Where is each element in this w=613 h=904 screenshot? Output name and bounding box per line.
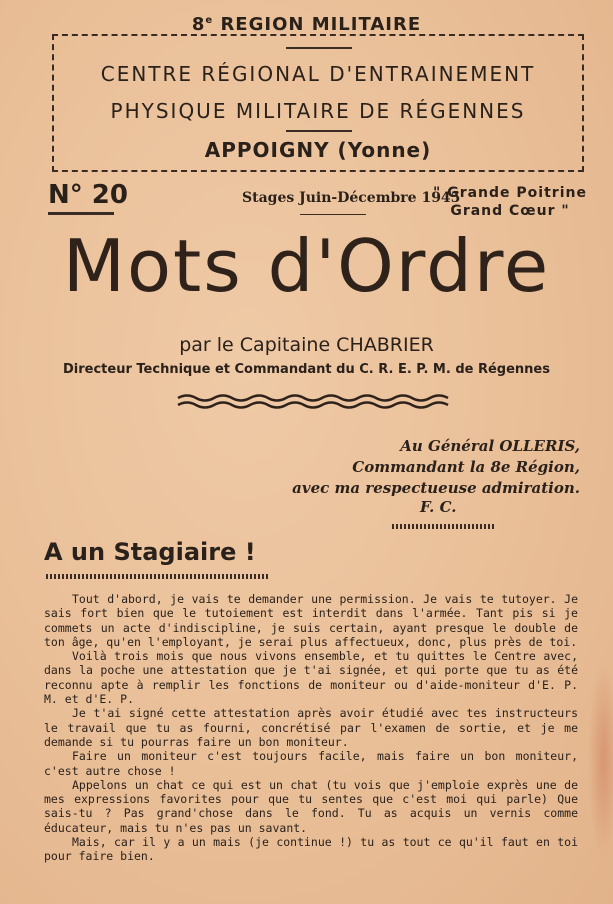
section-dotted-rule <box>46 574 268 579</box>
location: APPOIGNY (Yonne) <box>204 138 432 162</box>
body-text <box>44 592 578 864</box>
paragraph: Faire un moniteur c'est toujours facile, mais faire un bon moniteur, c'est autre chose ! <box>44 749 578 778</box>
paragraph: Je t'ai signé cette attestation après avoir étudié avec tes instructeurs le travail que tu as fourni, concrétisé par l'examen de sortie, et je me demande si tu pourras faire un bon moniteur. <box>44 706 578 749</box>
section-title: A un Stagiaire ! <box>44 538 256 566</box>
issue-number-underline <box>48 212 114 215</box>
dedication-line-1: Au Général OLLERIS, <box>400 437 580 455</box>
motto-line-1: " Grande Poitrine <box>433 185 587 201</box>
paragraph: Tout d'abord, je vais te demander une permission. Je vais te tutoyer. Je sais fort bien que le tutoiement est interdit dans l'armée. Tant pis si je commets un acte d'indiscipline, je suis certain, ayant presque le double de ton âge, qu'en l'employant, je serai plus affectueux, donc, plus près de toi. <box>44 592 578 649</box>
frame-top-rule <box>286 47 352 49</box>
region-heading: 8e REGION MILITAIRE <box>191 14 422 35</box>
issue-number: N° 20 <box>48 180 128 210</box>
paragraph: Appelons un chat ce qui est un chat (tu vois que j'emploie exprès une de mes expressions favorites pour que tu sentes que c'est moi qui parle) Que sais-tu ? Pas grand'chose dans le fond. Tu as acquis un vernis comme éducateur, mais tu n'es pas un savant. <box>44 777 578 835</box>
dedication <box>280 436 580 499</box>
centre-line-1: CENTRE RÉGIONAL D'ENTRAINEMENT <box>100 62 536 86</box>
dedication-line-2: Commandant la 8e Région, <box>352 458 580 476</box>
author: par le Capitaine CHABRIER <box>179 334 434 356</box>
dedication-initials: F. C. <box>420 498 457 516</box>
centre-line-2: PHYSIQUE MILITAIRE DE RÉGENNES <box>110 99 526 123</box>
paper-stain <box>588 660 613 860</box>
stages-dates: Stages Juin-Décembre 1945 <box>242 190 461 206</box>
paragraph: Mais, car il y a un mais (je continue !) tu as tout ce qu'il faut en toi pour faire bien. <box>44 835 578 864</box>
location-rule <box>286 130 352 132</box>
wave-ornament <box>176 392 454 412</box>
motto <box>430 184 590 220</box>
dedication-line-3: avec ma respectueuse admiration. <box>292 479 580 497</box>
director-line: Directeur Technique et Commandant du C. R. E. P. M. de Régennes <box>63 362 550 377</box>
paragraph: Voilà trois mois que nous vivons ensemble, et tu quittes le Centre avec, dans la poche une attestation que je t'ai signée, et qui porte que tu as été reconnu apte à remplir les fonctions de moniteur ou d'aide-moniteur d'E. P. M. et d'E. P. <box>44 649 578 707</box>
stages-rule <box>300 214 366 215</box>
dedication-dotted-rule <box>392 524 496 529</box>
main-title: Mots d'Ordre <box>62 224 551 308</box>
motto-line-2: Grand Cœur " <box>450 203 570 219</box>
